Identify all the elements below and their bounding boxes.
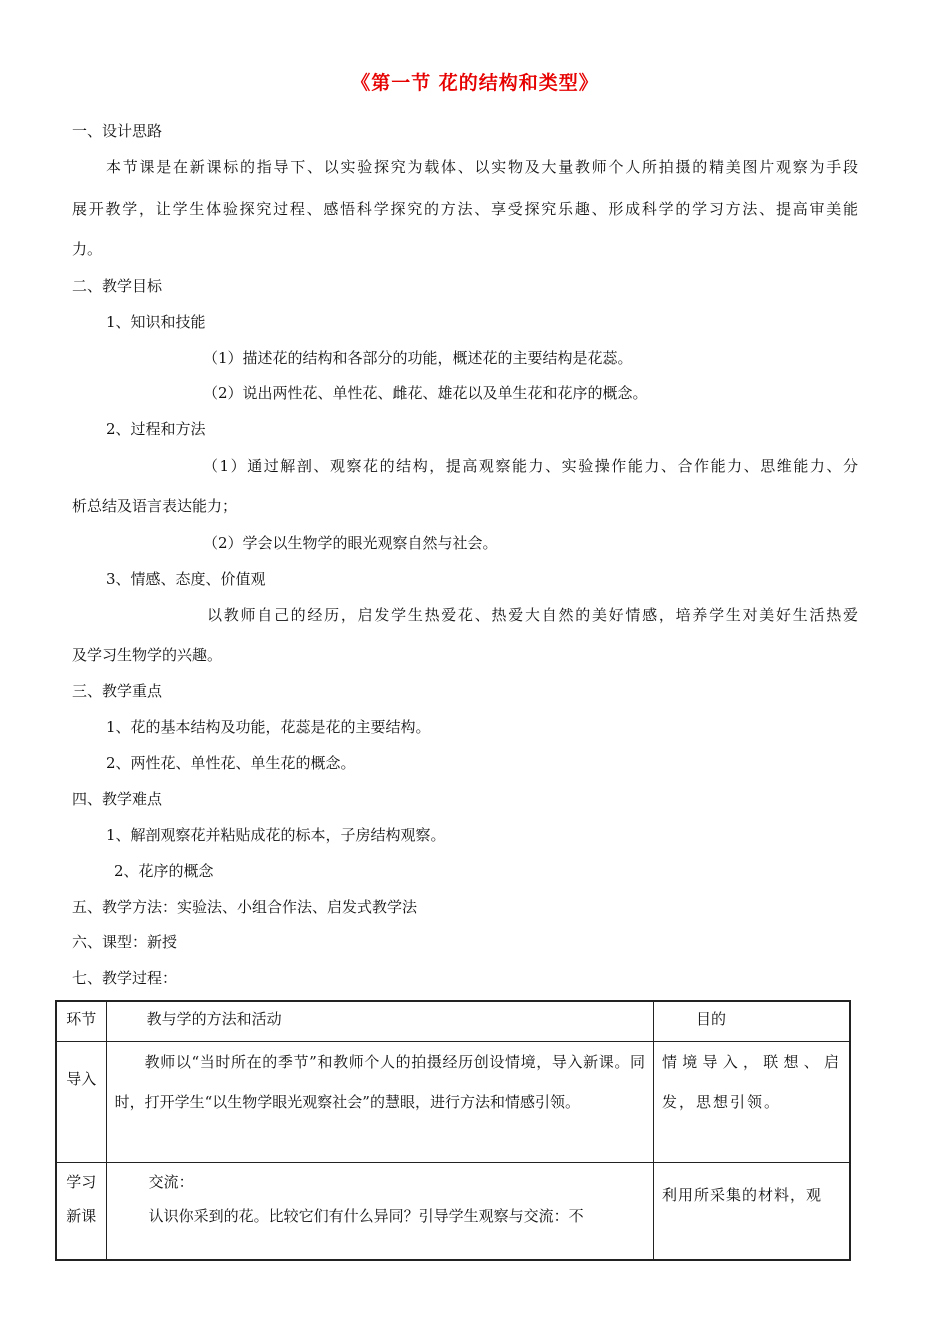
table-cell-stage: 导入: [56, 1041, 106, 1162]
list-item-continued: 析总结及语言表达能力；: [72, 497, 238, 515]
table-header-cell: 教与学的方法和活动: [106, 1001, 653, 1041]
list-item: 2、花序的概念: [114, 862, 214, 880]
subheading-values: 3、情感、态度、价值观: [106, 570, 266, 588]
list-item: 1、解剖观察花并粘贴成花的标本，子房结构观察。: [106, 826, 446, 844]
paragraph-line: 及学习生物学的兴趣。: [72, 646, 223, 664]
list-item: （1）描述花的结构和各部分的功能，概述花的主要结构是花蕊。: [203, 349, 633, 367]
list-item: 2、两性花、单性花、单生花的概念。: [106, 754, 356, 772]
table-header-cell: 环节: [56, 1001, 106, 1041]
list-item: （2）说出两性花、单性花、雌花、雄花以及单生花和花序的概念。: [203, 384, 648, 402]
table-cell-purpose: 利用所采集的材料，观: [654, 1162, 851, 1260]
section-heading-difficulties: 四、教学难点: [72, 790, 163, 808]
list-item: （1）通过解剖、观察花的结构，提高观察能力、实验操作能力、合作能力、思维能力、分: [203, 457, 858, 475]
paragraph-line: 展开教学，让学生体验探究过程、感悟科学探究的方法、享受探究乐趣、形成科学的学习方法、提高审美能: [72, 200, 858, 218]
list-item: （2）学会以生物学的眼光观察自然与社会。: [203, 534, 498, 552]
table-header-row: [56, 1001, 850, 1041]
subheading-process: 2、过程和方法: [106, 420, 206, 438]
section-methods: 五、教学方法：实验法、小组合作法、启发式教学法: [72, 898, 418, 916]
section-process-heading: 七、教学过程：: [72, 969, 178, 987]
section-lesson-type: 六、课型：新授: [72, 933, 178, 951]
section-heading-design: 一、设计思路: [72, 122, 163, 140]
section-heading-key-points: 三、教学重点: [72, 682, 163, 700]
paragraph-line: 本节课是在新课标的指导下、以实验探究为载体、以实物及大量教师个人所拍摄的精美图片观察为手段: [106, 158, 858, 176]
document-title: 《第一节 花的结构和类型》: [351, 72, 599, 94]
teaching-process-table: [55, 1000, 851, 1261]
table-cell-stage: 学习 新课: [56, 1162, 106, 1260]
table-row: [56, 1162, 850, 1260]
table-row: [56, 1041, 850, 1162]
section-heading-objectives: 二、教学目标: [72, 277, 163, 295]
table-cell-purpose: 情境导入，联想、启发，思想引领。: [654, 1041, 851, 1162]
paragraph-line: 以教师自己的经历，启发学生热爱花、热爱大自然的美好情感，培养学生对美好生活热爱: [207, 606, 858, 624]
subheading-knowledge: 1、知识和技能: [106, 313, 206, 331]
paragraph-line: 力。: [72, 240, 103, 258]
table-header-cell: 目的: [654, 1001, 851, 1041]
table-cell-activity: 交流： 认识你采到的花。比较它们有什么异同？引导学生观察与交流：不: [106, 1162, 653, 1260]
list-item: 1、花的基本结构及功能，花蕊是花的主要结构。: [106, 718, 431, 736]
table-cell-activity: 教师以“当时所在的季节”和教师个人的拍摄经历创设情境，导入新课。同时，打开学生“以生物学眼光观察社会”的慧眼，进行方法和情感引领。: [106, 1041, 653, 1162]
